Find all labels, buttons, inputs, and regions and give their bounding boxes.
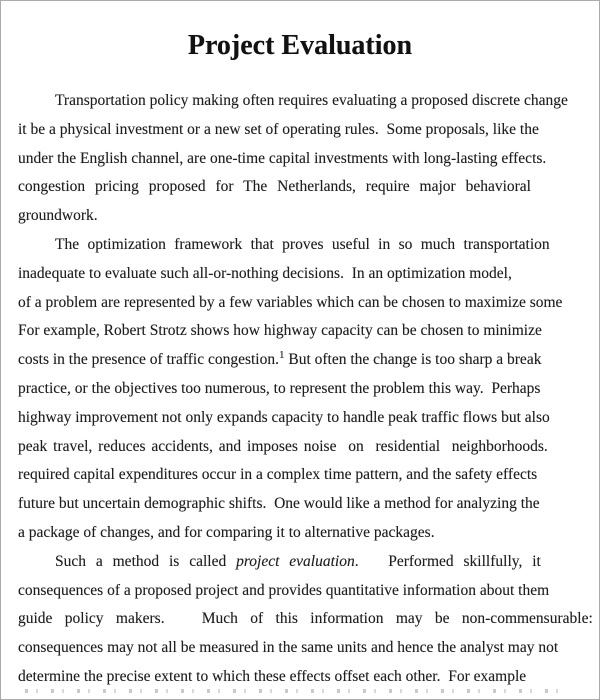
- document-body: [18, 87, 593, 692]
- text-line: [18, 173, 582, 202]
- text-segment: under the English channel, are one-time capital investments with long-lasting effects.: [18, 149, 547, 167]
- text-segment: required capital expenditures occur in a complex time pattern, and the safety effects: [18, 466, 538, 484]
- text-segment: The optimization framework that proves useful in so much transportation: [55, 235, 550, 253]
- text-segment: But often the change is too sharp a break: [284, 351, 542, 369]
- text-segment: a package of changes, and for comparing it to alternative packages.: [18, 523, 435, 541]
- text-line: [18, 145, 582, 174]
- text-segment: consequences may not all be measured in the same units and hence the analyst may not: [18, 639, 559, 657]
- text-line: [18, 577, 582, 606]
- paragraph: [18, 548, 593, 692]
- text-line: [18, 231, 582, 260]
- text-line: [18, 260, 582, 289]
- text-line: [18, 490, 582, 519]
- text-line: [18, 317, 582, 346]
- text-line: [18, 461, 582, 490]
- text-segment: congestion pricing proposed for The Netherlands, require major behavioral: [18, 178, 531, 196]
- italic-text: project evaluation: [236, 552, 355, 570]
- paragraph: [18, 87, 582, 231]
- text-line: [18, 375, 582, 404]
- text-line: [18, 404, 582, 433]
- text-line: [18, 605, 593, 634]
- text-segment: practice, or the objectives too numerous, to represent the problem this way. Perhaps: [18, 379, 541, 397]
- document-title: Project Evaluation: [187, 30, 413, 61]
- footnote-marker: 1: [278, 349, 285, 362]
- text-segment: inadequate to evaluate such all-or-nothing decisions. In an optimization model,: [18, 264, 512, 282]
- text-segment: . Performed skillfully, it: [354, 552, 541, 570]
- text-segment: determine the precise extent to which these effects offset each other. For example: [18, 667, 527, 685]
- text-segment: peak travel, reduces accidents, and imposes noise on residential neighborhoods.: [18, 437, 548, 455]
- text-segment: guide policy makers. Much of this information may be non-commensurable:: [18, 610, 593, 628]
- cutoff-text-remnant: [25, 689, 569, 693]
- text-line: [18, 519, 582, 548]
- text-line: [18, 663, 582, 692]
- text-line: [18, 634, 582, 663]
- text-line: [18, 87, 582, 116]
- text-segment: future but uncertain demographic shifts. One would like a method for analyzing the: [18, 495, 540, 513]
- text-line: [18, 346, 582, 375]
- text-segment: of a problem are represented by a few variables which can be chosen to maximize some: [18, 293, 563, 311]
- text-line: [18, 202, 582, 231]
- text-segment: groundwork.: [18, 207, 98, 225]
- text-segment: Transportation policy making often requires evaluating a proposed discrete change: [55, 92, 568, 109]
- text-line: [18, 433, 582, 462]
- text-line: [18, 116, 582, 145]
- text-segment: it be a physical investment or a new set of operating rules. Some proposals, like the: [18, 120, 539, 138]
- paragraph: [18, 231, 582, 548]
- text-line: [18, 289, 582, 318]
- text-segment: costs in the presence of traffic congestion.: [18, 351, 279, 369]
- text-segment: consequences of a proposed project and provides quantitative information about them: [18, 581, 550, 599]
- text-line: [18, 548, 582, 577]
- text-segment: For example, Robert Strotz shows how highway capacity can be chosen to minimize: [18, 322, 542, 340]
- text-segment: highway improvement not only expands capacity to handle peak traffic flows but also: [18, 408, 550, 426]
- text-segment: Such a method is called: [55, 552, 237, 570]
